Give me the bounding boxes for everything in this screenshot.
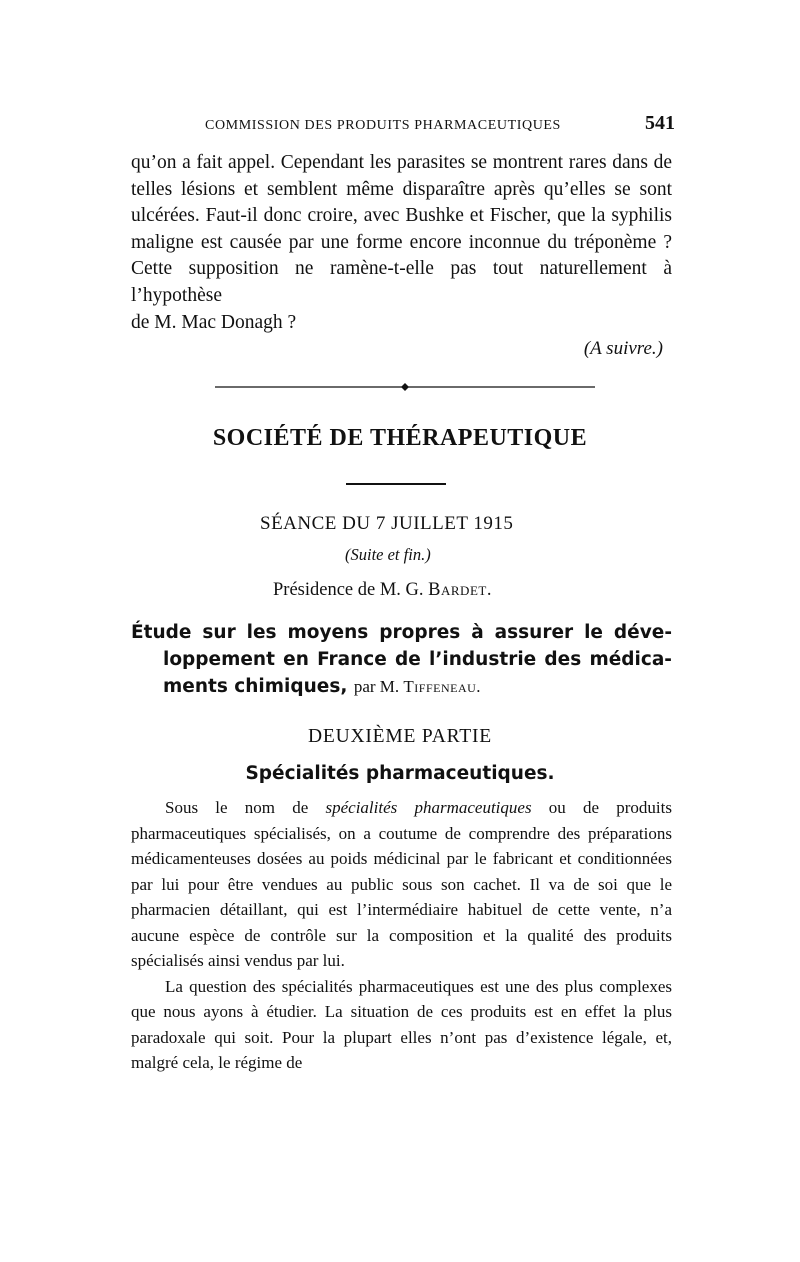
heading-rule [346, 483, 446, 485]
article-title [131, 619, 672, 700]
running-head-title: COMMISSION DES PRODUITS PHARMACEUTIQUES [205, 118, 561, 133]
a-suivre-note: (A suivre.) [583, 338, 663, 359]
society-heading: SOCIÉTÉ DE THÉRAPEUTIQUE [212, 425, 588, 451]
ornamental-divider [215, 382, 595, 392]
paragraph-1-rest: ou de produits pharmaceutiques spécialisés, on a coutume de comprendre des préparations médicamenteuses dosées au poids médicinal par le fabricant et conditionnées par lui pour être vendues au public sous son cachet. Il va de soi que le pharmacien détaillant, qui est l’intermédiaire habituel de cette vente, n’a aucune espèce de contrôle sur la composition et la qualité des produits spécialisés ainsi vendus par lui. [131, 798, 672, 970]
running-head [205, 112, 675, 135]
byline [354, 677, 481, 696]
byline-prefix: par M. [353, 677, 400, 696]
suite-et-fin: (Suite et fin.) [345, 545, 431, 564]
continued-text [131, 150, 672, 336]
article-body [131, 795, 672, 1076]
seance-date: SÉANCE DU 7 JUILLET 1915 [260, 513, 514, 534]
president-name: Bardet. [428, 580, 492, 600]
presidence [273, 580, 492, 601]
section-title: Spécialités pharmaceutiques. [245, 763, 555, 784]
article-title-line-2: loppement en France de l’industrie des médica- [163, 649, 672, 670]
article-title-end: ments chimiques, [163, 676, 348, 697]
author-name: Tiffeneau. [403, 677, 482, 696]
continued-paragraph [131, 150, 672, 336]
paragraph-1 [131, 795, 672, 974]
continued-lines: qu’on a fait appel. Cependant les parasites se montrent rares dans de telles lésions et semblent même disparaître après qu’elles se sont ulcérées. Faut-il donc croire, avec Bushke et Fischer, que la syphilis maligne est causée par une forme encore inconnue du tréponème ? Cette supposition ne ramène-t-elle pas tout naturellement à l’hypothèse [131, 152, 672, 306]
article-title-line-3 [131, 673, 672, 700]
paragraph-1-emphasis: spécialités pharmaceutiques [325, 798, 532, 817]
article-title-line-1: Étude sur les moyens propres à assurer le déve- [131, 622, 672, 643]
continued-last-line: de M. Mac Donagh ? [131, 311, 297, 333]
presidence-prefix: Présidence de M. G. [273, 580, 424, 600]
part-heading: DEUXIÈME PARTIE [308, 726, 492, 747]
page-number: 541 [645, 112, 675, 134]
paragraph-2: La question des spécialités pharmaceutiques est une des plus complexes que nous ayons à étudier. La situation de ces produits est en effet la plus paradoxale qui soit. Pour la plupart elles n’ont pas d’existence légale, et, malgré cela, le régime de [131, 976, 672, 1072]
paragraph-1-start: Sous le nom de [165, 798, 309, 817]
